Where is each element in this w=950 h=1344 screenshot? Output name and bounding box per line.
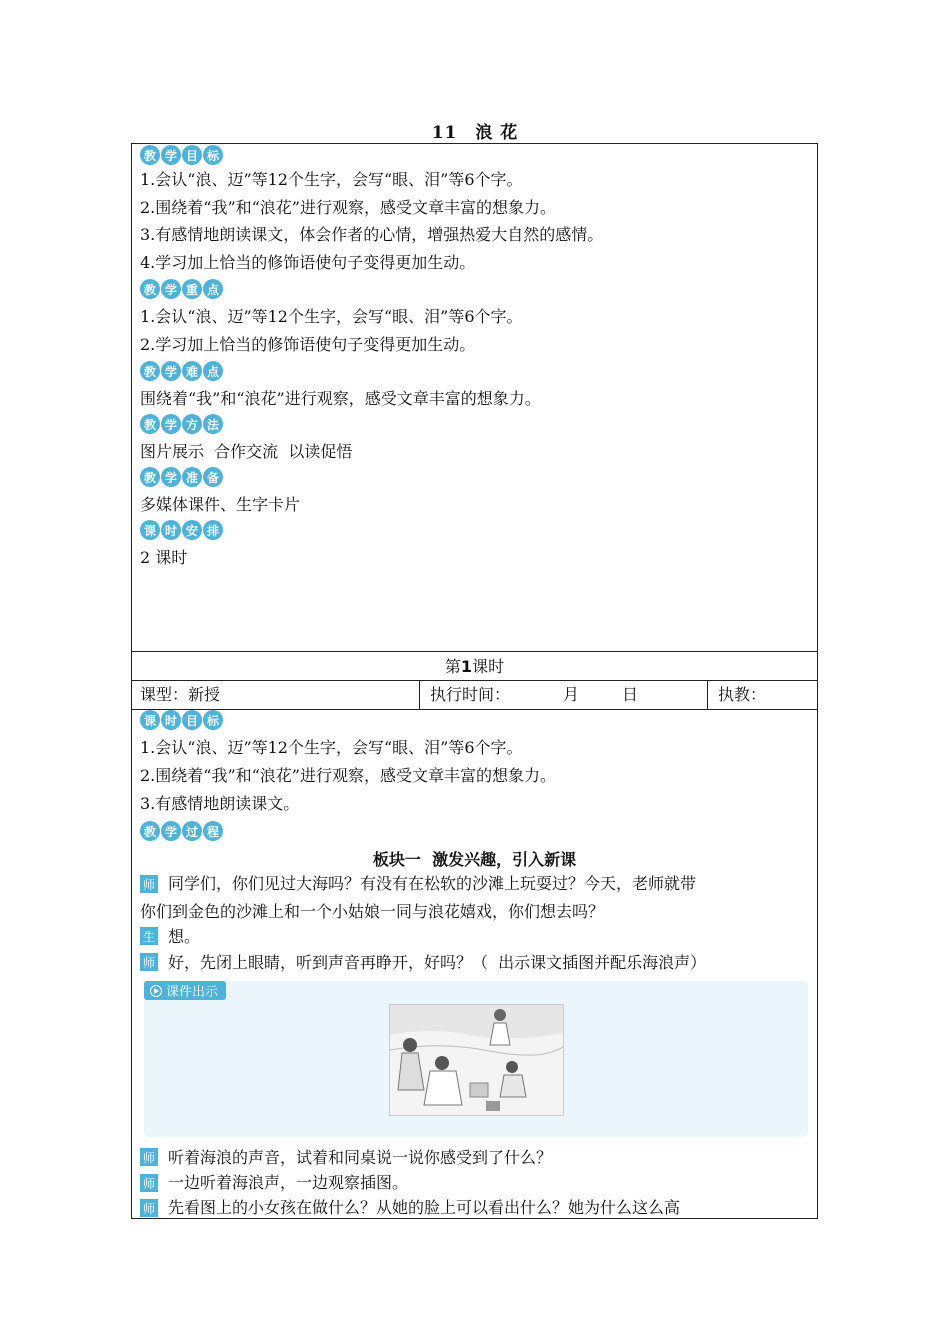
key-point-item: 1.会认“浪、迈”等12个生字，会写“眼、泪”等6个字。	[140, 307, 523, 326]
schedule-text: 2 课时	[140, 548, 188, 567]
month-label: 月	[563, 685, 580, 704]
table-divider	[131, 680, 818, 681]
dialogue-line: 同学们，你们见过大海吗？有没有在松软的沙滩上玩耍过？今天，老师就带	[168, 874, 697, 893]
day-label: 日	[622, 685, 639, 704]
section-badge-schedule: 课 时 安 排	[140, 520, 223, 540]
dialogue-line: 好，先闭上眼睛，听到声音再睁开，好吗？（ 出示课文插图并配乐海浪声）	[168, 953, 707, 972]
execution-time-label: 执行时间：	[430, 685, 511, 704]
lesson-type: 课型：新授	[140, 685, 221, 704]
dialogue-line-continued: 你们到金色的沙滩上和一个小姑娘一同与浪花嬉戏，你们想去吗？	[140, 902, 605, 921]
goal-item: 3.有感情地朗读课文，体会作者的心情，增强热爱大自然的感情。	[140, 225, 604, 244]
dialogue-line: 一边听着海浪声，一边观察插图。	[168, 1173, 409, 1192]
play-icon	[150, 985, 162, 997]
dialogue-line: 先看图上的小女孩在做什么？从她的脸上可以看出什么？她为什么这么高	[168, 1198, 681, 1217]
section-badge-goals: 教 学 目 标	[140, 145, 223, 165]
courseware-tag: 课件出示	[144, 981, 226, 1000]
dialogue-line: 听着海浪的声音，试着和同桌说一说你感受到了什么？	[168, 1148, 553, 1167]
table-column-divider	[419, 680, 420, 710]
goal-item: 4.学习加上恰当的修饰语使句子变得更加生动。	[140, 253, 476, 272]
block-title: 板块一 激发兴趣，引入新课	[372, 850, 577, 869]
teacher-role-tag: 师	[140, 1199, 158, 1217]
section-badge-process: 教 学 过 程	[140, 821, 223, 841]
preparation-text: 多媒体课件、生字卡片	[140, 495, 301, 514]
lesson-title: 11 浪 花	[431, 123, 519, 143]
goal-item: 2.围绕着“我”和“浪花”进行观察，感受文章丰富的想象力。	[140, 198, 556, 217]
teacher-label: 执教：	[718, 685, 767, 704]
lesson-period-heading: 第1课时	[444, 657, 505, 676]
teacher-role-tag: 师	[140, 1148, 158, 1166]
dialogue-line: 想。	[168, 927, 201, 946]
method-text: 图片展示 合作交流 以读促悟	[140, 442, 353, 461]
lesson-goal-item: 3.有感情地朗读课文。	[140, 794, 300, 813]
key-point-item: 2.学习加上恰当的修饰语使句子变得更加生动。	[140, 335, 476, 354]
teacher-role-tag: 师	[140, 1174, 158, 1192]
section-badge-preparation: 教 学 准 备	[140, 467, 223, 487]
table-divider	[131, 709, 818, 710]
table-column-divider	[707, 680, 708, 710]
student-role-tag: 生	[140, 927, 158, 945]
section-badge-key-points: 教 学 重 点	[140, 279, 223, 299]
section-badge-difficulty: 教 学 难 点	[140, 361, 223, 381]
goal-item: 1.会认“浪、迈”等12个生字，会写“眼、泪”等6个字。	[140, 170, 523, 189]
beach-illustration	[389, 1004, 564, 1116]
section-badge-method: 教 学 方 法	[140, 414, 223, 434]
teacher-role-tag: 师	[140, 875, 158, 893]
table-divider	[131, 651, 818, 652]
difficulty-text: 围绕着“我”和“浪花”进行观察，感受文章丰富的想象力。	[140, 389, 541, 408]
section-badge-lesson-goals: 课 时 目 标	[140, 710, 223, 730]
lesson-goal-item: 2.围绕着“我”和“浪花”进行观察，感受文章丰富的想象力。	[140, 766, 556, 785]
teacher-role-tag: 师	[140, 953, 158, 971]
lesson-goal-item: 1.会认“浪、迈”等12个生字，会写“眼、泪”等6个字。	[140, 738, 523, 757]
